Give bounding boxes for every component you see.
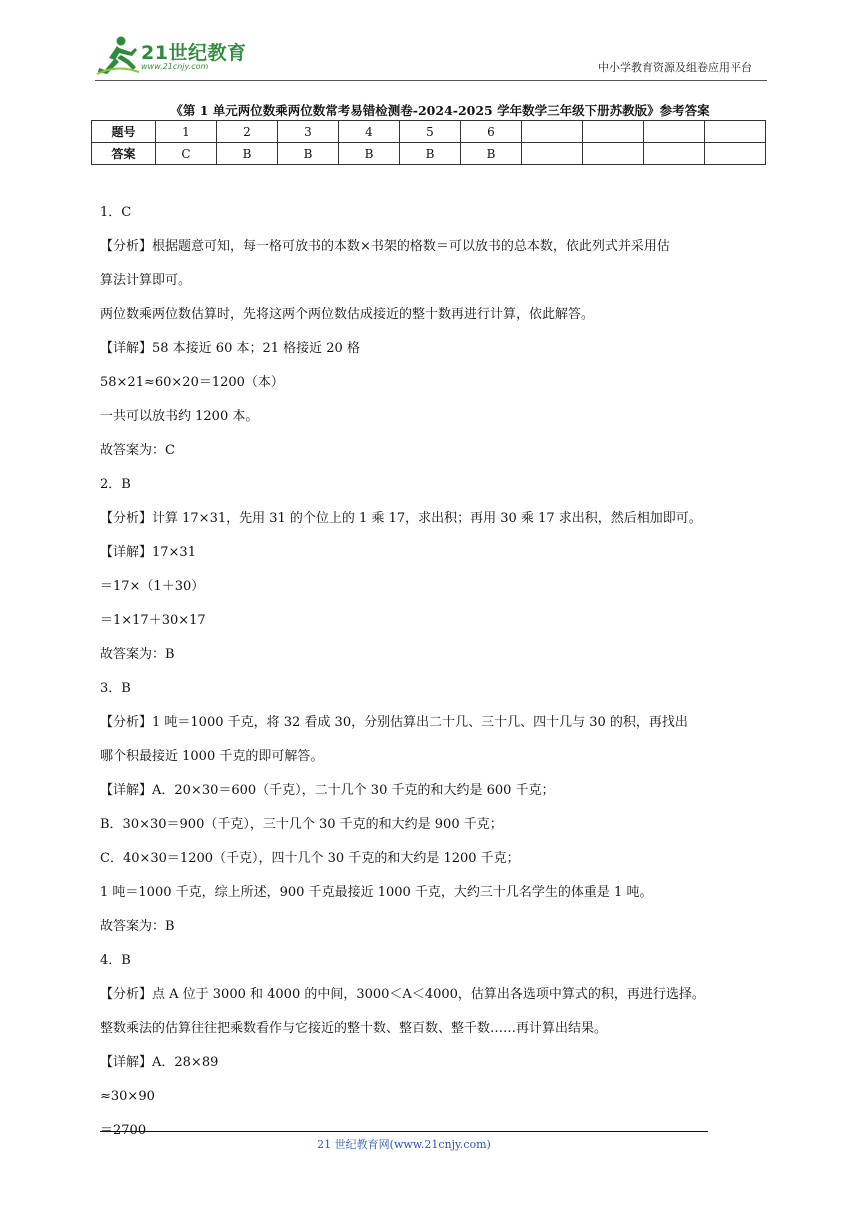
table-cell (644, 121, 705, 143)
final-answer-line: 故答案为：B (100, 647, 175, 662)
analysis-line: 【分析】根据题意可知，每一格可放书的本数×书架的格数＝可以放书的总本数，依此列式并采用估 (100, 239, 670, 254)
row-label: 答案 (92, 143, 156, 165)
table-cell: 2 (217, 121, 278, 143)
detail-line: 【详解】A．20×30＝600（千克），二十几个 30 千克的和大约是 600 千克； (100, 783, 555, 798)
answer-heading-q1: 1．C (100, 205, 132, 220)
answer-heading-q3: 3．B (100, 681, 131, 696)
table-cell: B (461, 143, 522, 165)
table-cell: 3 (278, 121, 339, 143)
detail-line: 58×21≈60×20＝1200（本） (100, 375, 284, 390)
question-number-row (92, 121, 766, 143)
detail-line: ＝17×（1＋30） (100, 579, 205, 594)
logo-text: 21世纪教育 (141, 42, 247, 64)
detail-line: ≈30×90 (100, 1089, 155, 1104)
detail-line: 【详解】A．28×89 (100, 1055, 219, 1070)
header-divider (95, 80, 767, 81)
table-cell: 1 (156, 121, 217, 143)
analysis-line: 【分析】点 A 位于 3000 和 4000 的中间，3000＜A＜4000，估算出各选项中算式的积，再进行选择。 (100, 987, 705, 1002)
runner-logo-icon (95, 34, 141, 76)
table-cell: B (278, 143, 339, 165)
table-cell: C (156, 143, 217, 165)
answer-heading-q2: 2．B (100, 477, 131, 492)
solution-body (100, 196, 770, 1148)
table-cell (705, 143, 766, 165)
table-cell (522, 143, 583, 165)
detail-line: ＝2700 (100, 1123, 147, 1138)
detail-line: B．30×30＝900（千克），三十几个 30 千克的和大约是 900 千克； (100, 817, 503, 832)
table-cell (522, 121, 583, 143)
detail-line: 【详解】58 本接近 60 本；21 格接近 20 格 (100, 341, 360, 356)
analysis-line: 哪个积最接近 1000 千克的即可解答。 (100, 749, 324, 764)
footer-divider (100, 1131, 708, 1132)
platform-tagline: 中小学教育资源及组卷应用平台 (598, 61, 752, 74)
table-cell: 4 (339, 121, 400, 143)
table-cell: 6 (461, 121, 522, 143)
row-label: 题号 (92, 121, 156, 143)
detail-line: 1 吨＝1000 千克，综上所述，900 千克最接近 1000 千克，大约三十几名学生的体重是 1 吨。 (100, 885, 653, 900)
final-answer-line: 故答案为：C (100, 443, 175, 458)
table-cell: 5 (400, 121, 461, 143)
answer-table (91, 120, 766, 165)
answer-heading-q4: 4．B (100, 953, 131, 968)
detail-line: 【详解】17×31 (100, 545, 196, 560)
answer-row (92, 143, 766, 165)
table-cell (644, 143, 705, 165)
analysis-line: 【分析】计算 17×31，先用 31 的个位上的 1 乘 17，求出积；再用 30 乘 17 求出积，然后相加即可。 (100, 511, 702, 526)
table-cell (583, 143, 644, 165)
detail-line: C．40×30＝1200（千克），四十几个 30 千克的和大约是 1200 千克； (100, 851, 520, 866)
analysis-line: 算法计算即可。 (100, 273, 192, 288)
final-answer-line: 故答案为：B (100, 919, 175, 934)
footer-link[interactable]: 21 世纪教育网(www.21cnjy.com) (317, 1138, 491, 1151)
analysis-line: 【分析】1 吨＝1000 千克，将 32 看成 30，分别估算出二十几、三十几、四十几与 30 的积，再找出 (100, 715, 688, 730)
table-cell (705, 121, 766, 143)
analysis-line: 两位数乘两位数估算时，先将这两个两位数估成接近的整十数再进行计算，依此解答。 (100, 307, 595, 322)
analysis-line: 整数乘法的估算往往把乘数看作与它接近的整十数、整百数、整千数……再计算出结果。 (100, 1021, 608, 1036)
detail-line: 一共可以放书约 1200 本。 (100, 409, 259, 424)
logo (95, 34, 260, 76)
logo-url: www.21cnjy.com (141, 62, 209, 71)
table-cell: B (217, 143, 278, 165)
document-title: 《第 1 单元两位数乘两位数常考易错检测卷-2024-2025 学年数学三年级下册苏教版》参考答案 (170, 103, 710, 118)
table-cell: B (339, 143, 400, 165)
page-header (95, 34, 760, 80)
table-cell (583, 121, 644, 143)
table-cell: B (400, 143, 461, 165)
detail-line: ＝1×17＋30×17 (100, 613, 206, 628)
